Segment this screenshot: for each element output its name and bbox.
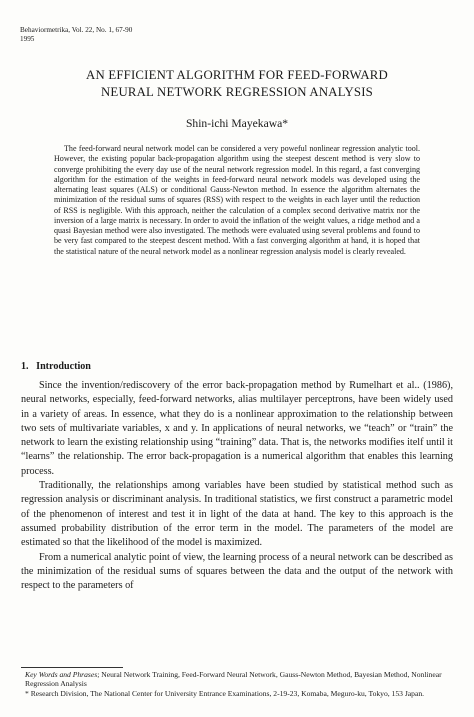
body-paragraph-2: Traditionally, the relationships among variables have been studied by statistical method such as regression analysis or discriminant analysis. In traditional statistics, we first construct a parametric model of the phenomenon of interest and test it in light of the data at hand. The key to this approach is the assumed probability distribution of the error term in the model. The parameters of the model are estimated so that the likelihood of the model is maximized. <box>21 480 453 549</box>
affiliation-footnote: * Research Division, The National Center for University Entrance Examinations, 2-19-23, Komaba, Meguro-ku, Tokyo, 153 Japan. <box>25 688 425 698</box>
journal-header <box>20 26 132 43</box>
body-paragraph-3: From a numerical analytic point of view, the learning process of a neural network can be described as the minimization of the residual sums of squares between the data and the output of the network with respect to the parameters of <box>21 551 453 592</box>
keywords-footnote <box>25 670 453 689</box>
paper-title <box>0 67 474 100</box>
introduction-body <box>21 379 453 593</box>
title-line-2: NEURAL NETWORK REGRESSION ANALYSIS <box>100 84 373 99</box>
keywords-label: Key Words and Phrases <box>25 670 98 679</box>
keywords-list: ; Neural Network Training, Feed-Forward Neural Network, Gauss-Newton Method, Bayesian Method, Nonlinear Regression Analysis <box>25 670 442 689</box>
abstract-text: The feed-forward neural network model can be considered a very poweful nonlinear regression analytic tool. However, the existing popular back-propagation algorithm using the steepest descent method is very slow to converge prohibiting the every day use of the neural network regression model. In this regard, a fast converging algorithm for the estimation of the weights in feed-forward neural network models was developed using the alternating least squares (ALS) or conditional Gauss-Newton method. In essence the algorithm alternates the minimization of the residual sums of squares (RSS) with respect to the weights in each layer until the reduction of RSS is negligible. With this approach, neither the calculation of a complex second derivative matrix nor the inversion of a large matrix is necessary. In order to avoid the inflation of the weight values, a ridge method and a quasi Bayesian method were also investigated. The methods were evaluated using several problems and found to be very fast compared to the steepest descent method. With a fast converging algorithm at hand, it is hoped that the statistical nature of the neural network model as a nonlinear regression analysis model is clearly revealed. <box>54 144 420 256</box>
journal-citation: Behaviormetrika, Vol. 22, No. 1, 67-90 <box>20 26 133 34</box>
footnote-divider <box>21 667 123 668</box>
body-paragraph-1: Since the invention/rediscovery of the error back-propagation method by Rumelhart et al.. (1986), neural networks, especially, feed-forward networks, alias multilayer perceptrons, have been widely used in a variety of areas. In essence, what they do is a nonlinear approximation to the relationship between two sets of multivariate variables, x and y. In applications of neural networks, we “teach” or “train” the network to learn the existing relationship using “training” data. That is, the networks modifies itelf until it “learns” the relationship. The error back-propagation is a numerical algorithm that enables this learning process. <box>21 380 453 477</box>
section-heading-introduction: 1. Introduction <box>21 361 91 372</box>
author-name: Shin-ichi Mayekawa* <box>185 117 289 130</box>
footnotes <box>25 670 453 698</box>
journal-year: 1995 <box>20 34 35 43</box>
title-line-1: AN EFFICIENT ALGORITHM FOR FEED-FORWARD <box>86 68 388 82</box>
